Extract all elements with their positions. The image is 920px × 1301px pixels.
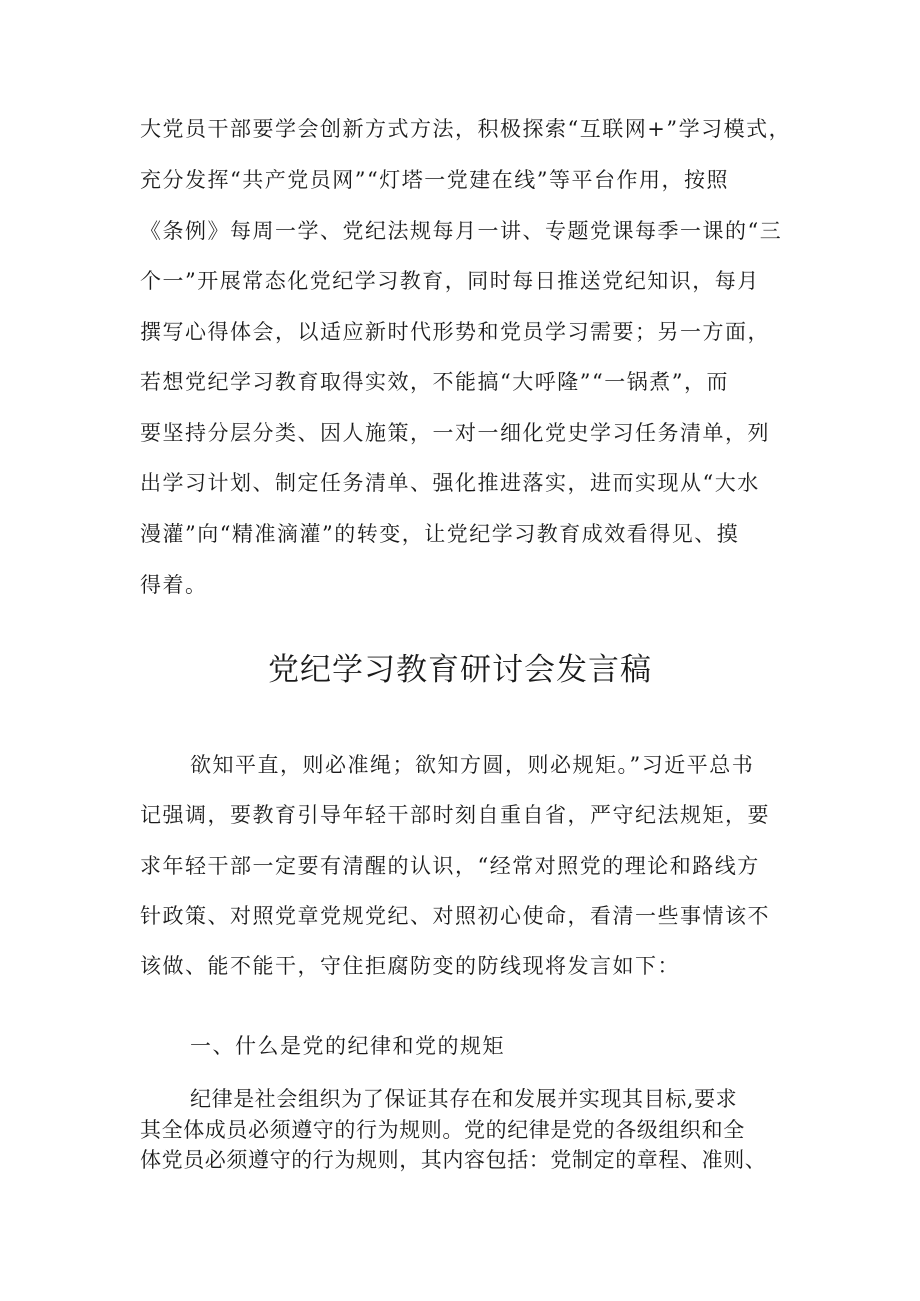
section-heading: 一、什么是党的纪律和党的规矩 — [190, 1034, 505, 1058]
paragraph-line: 撰写心得体会，以适应新时代形势和党员学习需要；另一方面， — [140, 320, 770, 344]
paragraph-line: 其全体成员必须遵守的行为规则。党的纪律是党的各级组织和全 — [140, 1118, 745, 1142]
paragraph-line: 要坚持分层分类、因人施策，一对一细化党史学习任务清单，列 — [140, 421, 770, 445]
paragraph-line: 纪律是社会组织为了保证其存在和发展并实现其目标,要求 — [190, 1087, 738, 1111]
paragraph-line: 体党员必须遵守的行为规则，其内容包括：党制定的章程、准则、 — [140, 1148, 767, 1172]
paragraph-line: 出学习计划、制定任务清单、强化推进落实，进而实现从“大水 — [140, 471, 760, 495]
paragraph-line: 该做、能不能干，守住拒腐防变的防线现将发言如下： — [140, 954, 680, 978]
paragraph-line: 求年轻干部一定要有清醒的认识，“经常对照党的理论和路线方 — [140, 854, 760, 878]
paragraph-line: 针政策、对照党章党规党纪、对照初心使命，看清一些事情该不 — [140, 904, 770, 928]
paragraph-line: 漫灌”向“精准滴灌”的转变，让党纪学习教育成效看得见、摸 — [140, 522, 740, 546]
paragraph-line: 若想党纪学习教育取得实效，不能搞“大呼隆”“一锅煮”，而 — [140, 370, 729, 394]
paragraph-line: 个一”开展常态化党纪学习教育，同时每日推送党纪知识，每月 — [140, 269, 760, 293]
paragraph-line: 《条例》每周一学、党纪法规每月一讲、专题党课每季一课的“三 — [140, 219, 783, 243]
page-title: 党纪学习教育研讨会发言稿 — [268, 652, 652, 688]
paragraph-line: 欲知平直，则必准绳；欲知方圆，则必规矩。”习近平总书 — [190, 753, 755, 777]
paragraph-line: 充分发挥“共产党员网”“灯塔一党建在线”等平台作用，按照 — [140, 168, 729, 192]
paragraph-line: 记强调，要教育引导年轻干部时刻自重自省，严守纪法规矩，要 — [140, 803, 770, 827]
paragraph-line: 大党员干部要学会创新方式方法，积极探索“互联网+”学习模式， — [140, 117, 792, 141]
paragraph-line: 得着。 — [140, 573, 208, 597]
